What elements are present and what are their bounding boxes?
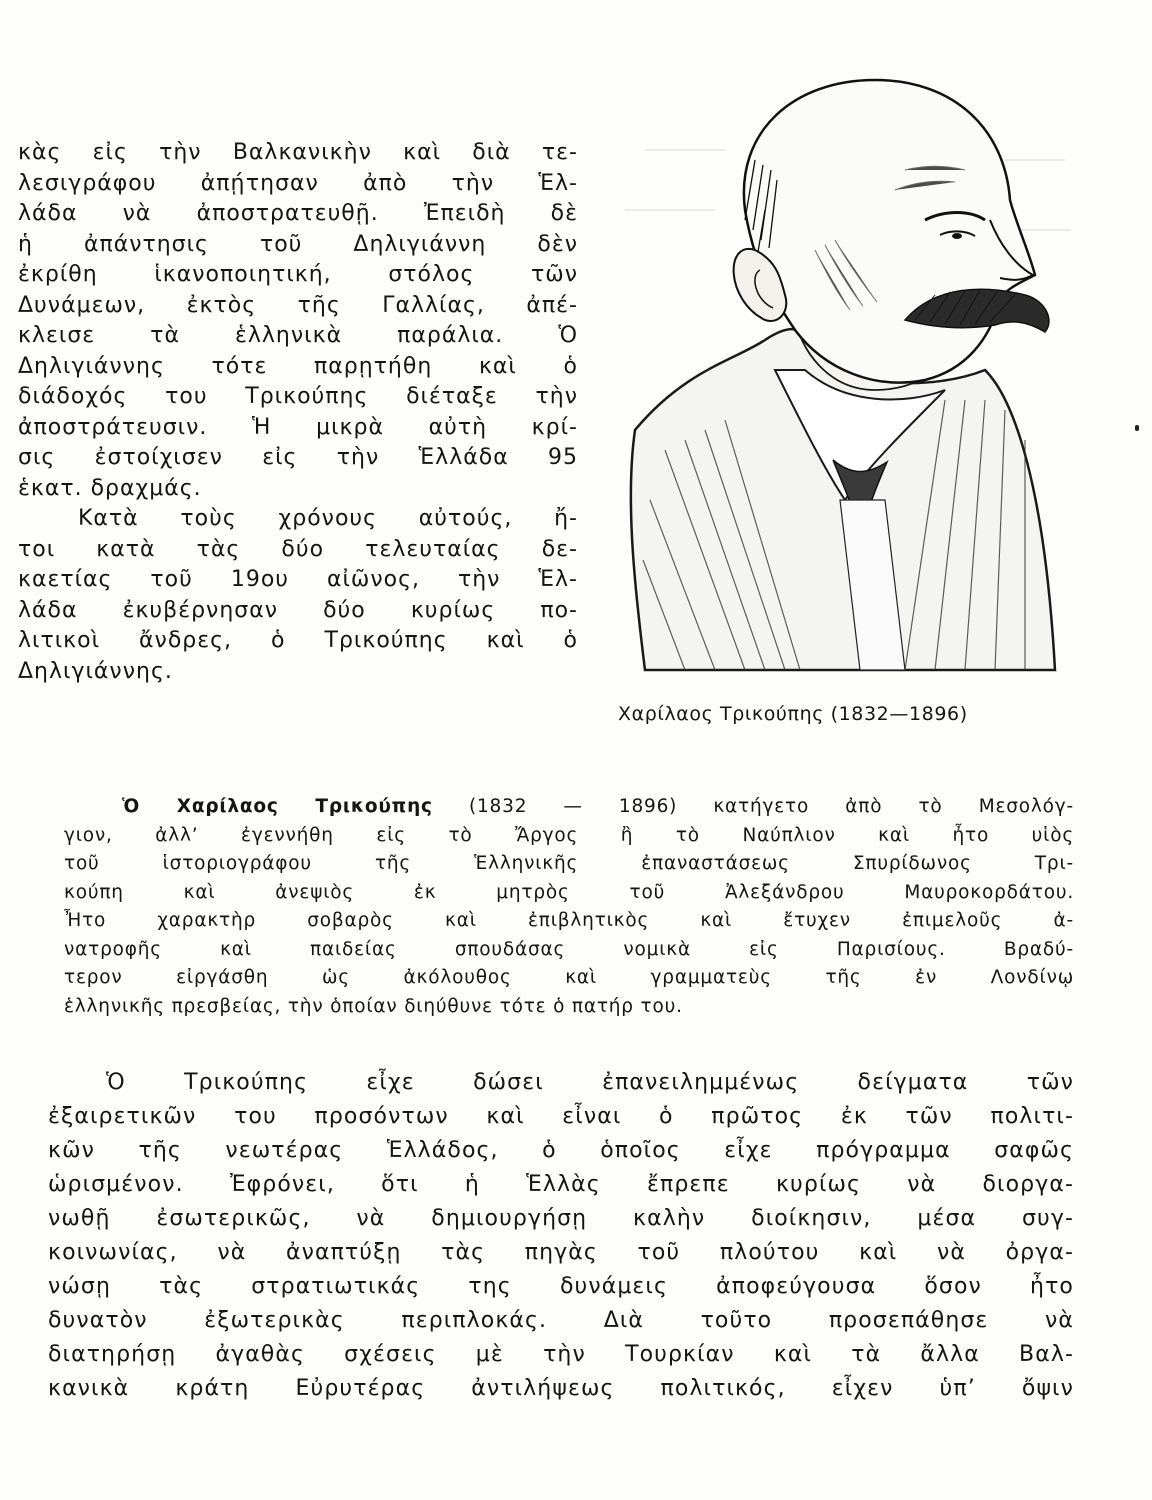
bio-line — [64, 793, 1074, 822]
text-line: Δηλιγιάννης. — [18, 658, 173, 684]
bio-line: ἑλληνικῆς πρεσβείας, τὴν ὁποίαν διηύθυνε τότε ὁ πατήρ του. — [64, 995, 683, 1017]
bio-line: νατροφῆς καὶ παιδείας σπουδάσας νομικὰ εἰς Παρισίους. Βραδύ- — [64, 938, 1074, 960]
bio-line: γιον, ἀλλ’ ἐγεννήθη εἰς τὸ Ἄργος ἢ τὸ Ναύπλιον καὶ ἦτο υἱὸς — [64, 824, 1074, 846]
text-line: κλεισε τὰ ἑλληνικὰ παράλια. Ὁ — [18, 323, 578, 348]
main-line: κῶν τῆς νεωτέρας Ἑλλάδος, ὁ ὁποῖος εἶχε πρόγραμμα σαφῶς — [48, 1138, 1074, 1163]
main-paragraph — [48, 1066, 1074, 1406]
main-line: νωθῇ ἐσωτερικῶς, νὰ δημιουργήσῃ καλὴν διοίκησιν, μέσα συγ- — [48, 1206, 1074, 1231]
main-line: νώσῃ τὰς στρατιωτικάς της δυνάμεις ἀποφεύγουσα ὅσον ἦτο — [48, 1274, 1074, 1299]
text-line: ἑκατ. δραχμάς. — [18, 475, 202, 501]
text-line: καετίας τοῦ 19ου αἰῶνος, τὴν Ἑλ- — [18, 567, 578, 592]
text-line: σις ἐστοίχισεν εἰς τὴν Ἑλλάδα 95 — [18, 445, 578, 470]
text-line: λεσιγράφου ἀπῄτησαν ἀπὸ τὴν Ἑλ- — [18, 170, 578, 196]
text-line: τοι κατὰ τὰς δύο τελευταίας δε- — [18, 536, 578, 562]
biography-note — [64, 793, 1074, 1021]
main-line: ὡρισμένον. Ἐφρόνει, ὅτι ἡ Ἑλλὰς ἔπρεπε κυρίως νὰ διοργα- — [48, 1172, 1074, 1197]
text-line: λάδα ἐκυβέρνησαν δύο κυρίως πο- — [18, 597, 578, 623]
portrait-engraving — [605, 70, 1075, 675]
main-line: κανικὰ κράτη Εὐρυτέρας ἀντιλήψεως πολιτικός, εἶχεν ὑπ’ ὄψιν — [48, 1376, 1074, 1401]
text-line: κὰς εἰς τὴν Βαλκανικὴν καὶ διὰ τε- — [18, 140, 578, 165]
main-line: κοινωνίας, νὰ ἀναπτύξῃ τὰς πηγὰς τοῦ πλούτου καὶ νὰ ὀργα- — [48, 1240, 1074, 1265]
portrait-caption: Χαρίλαος Τρικούπης (1832—1896) — [618, 703, 968, 725]
text-line: Κατὰ τοὺς χρόνους αὐτούς, ἤ- — [78, 506, 578, 531]
bio-line-rest: (1832 — 1896) κατήγετο ἀπὸ τὸ Μεσολόγ- — [432, 796, 1074, 817]
print-speck — [1135, 425, 1139, 431]
text-line: ἡ ἀπάντησις τοῦ Δηλιγιάννη δὲν — [18, 231, 578, 257]
text-line: λάδα νὰ ἀποστρατευθῇ. Ἐπειδὴ δὲ — [18, 201, 578, 226]
bio-line: κούπη καὶ ἀνεψιὸς ἐκ μητρὸς τοῦ Ἀλεξάνδρου Μαυροκορδάτου. — [64, 881, 1074, 903]
main-line: ἐξαιρετικῶν του προσόντων καὶ εἶναι ὁ πρῶτος ἐκ τῶν πολιτι- — [48, 1104, 1074, 1129]
text-line: Δυνάμεων, ἐκτὸς τῆς Γαλλίας, ἀπέ- — [18, 292, 578, 318]
text-line: ἀποστράτευσιν. Ἡ μικρὰ αὐτὴ κρί- — [18, 414, 578, 440]
main-line: Ὁ Τρικούπης εἶχε δώσει ἐπανειλημμένως δείγματα τῶν — [106, 1070, 1074, 1095]
text-line: ἐκρίθη ἱκανοποιητική, στόλος τῶν — [18, 262, 578, 287]
bio-line: Ἦτο χαρακτὴρ σοβαρὸς καὶ ἐπιβλητικὸς καὶ ἔτυχεν ἐπιμελοῦς ἀ- — [64, 910, 1074, 931]
text-line: Δηλιγιάννης τότε παρῃτήθη καὶ ὁ — [18, 353, 578, 379]
bio-line: τοῦ ἱστοριογράφου τῆς Ἑλληνικῆς ἐπαναστάσεως Σπυρίδωνος Τρι- — [64, 853, 1074, 874]
text-line: διάδοχός του Τρικούπης διέταξε τὴν — [18, 384, 578, 409]
left-text-column — [18, 138, 578, 687]
main-line: δυνατὸν ἐξωτερικὰς περιπλοκάς. Διὰ τοῦτο προσεπάθησε νὰ — [48, 1308, 1074, 1333]
bio-name: Ὁ Χαρίλαος Τρικούπης — [122, 796, 433, 817]
main-line: διατηρήσῃ ἀγαθὰς σχέσεις μὲ τὴν Τουρκίαν καὶ τὰ ἄλλα Βαλ- — [48, 1342, 1074, 1367]
text-line: λιτικοὶ ἄνδρες, ὁ Τρικούπης καὶ ὁ — [18, 628, 578, 653]
bio-line: τερον εἰργάσθη ὡς ἀκόλουθος καὶ γραμματεὺς τῆς ἐν Λονδίνῳ — [64, 967, 1074, 988]
